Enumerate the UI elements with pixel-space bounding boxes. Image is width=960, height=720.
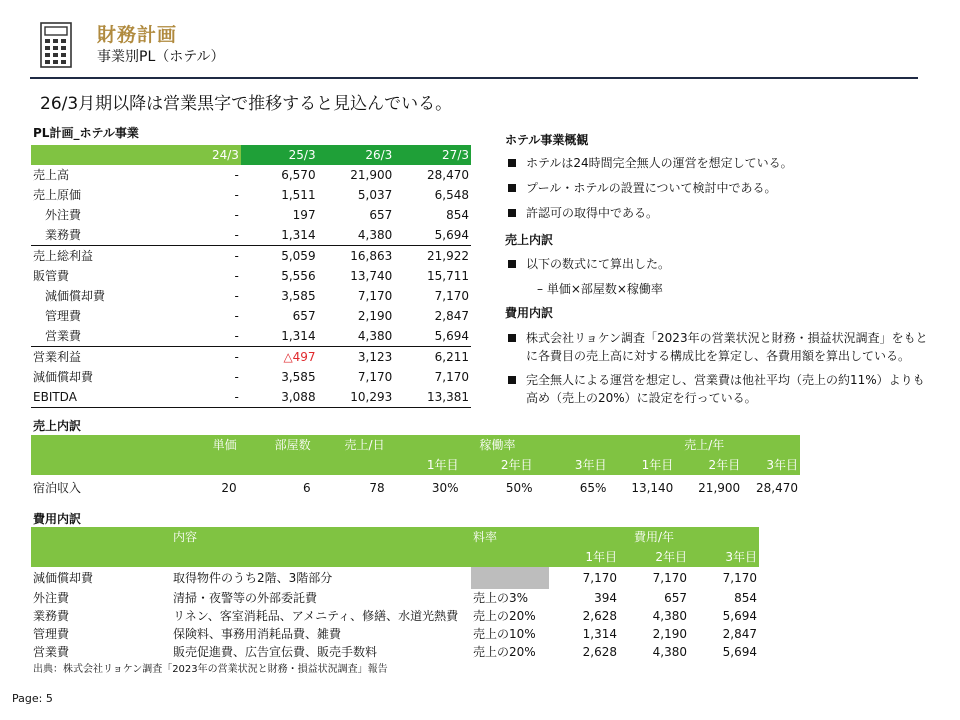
cell: 50%	[505, 481, 533, 495]
cell: 清掃・夜警等の外部委託費	[173, 591, 318, 605]
cell: -	[164, 387, 241, 408]
cell: -	[234, 228, 239, 242]
cell: 営業費	[33, 645, 70, 659]
pl-header-row	[31, 145, 471, 165]
cell	[471, 567, 549, 589]
bullet-square-icon	[508, 184, 516, 192]
cell: 売上の20%	[473, 645, 536, 659]
cell: 6,570	[281, 168, 316, 182]
row-label: 管理費	[45, 309, 82, 323]
cell: 売上の20%	[473, 609, 536, 623]
cell: 3,123	[318, 347, 395, 368]
cell: 5,037	[357, 188, 393, 202]
cell: 13,140	[631, 481, 674, 495]
cell: 1,511	[281, 188, 316, 202]
sales-formula: – 単価×部屋数×稼働率	[537, 282, 663, 296]
cell: 保険料、事務用消耗品費、雑費	[173, 627, 342, 641]
sales-col-header: 稼働率	[387, 435, 609, 455]
cell: -	[164, 246, 241, 267]
table-row	[31, 567, 759, 589]
bullet-square-icon	[508, 260, 516, 268]
table-row	[31, 286, 471, 306]
year-label: 1年目	[608, 455, 675, 475]
cell: 2,847	[722, 627, 757, 641]
year-label: 3年目	[535, 455, 609, 475]
cell: 3,585	[281, 289, 316, 303]
table-row	[31, 625, 759, 643]
sales-bullet: 以下の数式にて算出した。	[505, 255, 670, 273]
cell: 16,863	[318, 246, 395, 267]
sales-section-title: 売上内訳	[33, 419, 82, 433]
cell: 65%	[579, 481, 607, 495]
cell: 21,900	[698, 481, 741, 495]
row-label: 売上高	[33, 168, 70, 182]
cell: 394	[594, 591, 617, 605]
sales-header-row	[31, 435, 800, 455]
overview-bullet: ホテルは24時間完全無人の運営を想定している。	[505, 154, 793, 172]
row-label: EBITDA	[31, 387, 164, 408]
page-subtitle: 事業別PL（ホテル）	[97, 49, 225, 65]
cell: 7,170	[434, 370, 469, 384]
cell: 6,211	[394, 347, 471, 368]
cell: 28,470	[756, 481, 798, 495]
cell: △497	[241, 347, 318, 368]
cell: 20	[221, 481, 237, 495]
table-row	[31, 387, 471, 408]
year-label: 1年目	[549, 547, 619, 567]
bullet-square-icon	[508, 334, 516, 342]
cell: 10,293	[318, 387, 395, 408]
cell: 6	[303, 481, 311, 495]
headline: 26/3月期以降は営業黒字で推移すると見込んでいる。	[40, 94, 453, 114]
sales-col-header: 売上/日	[313, 435, 387, 455]
cell: 854	[734, 591, 757, 605]
row-label: 宿泊収入	[33, 481, 82, 495]
table-row	[31, 475, 800, 501]
cell: 外注費	[33, 591, 70, 605]
cell: 7,170	[722, 571, 757, 585]
cell: 5,694	[722, 609, 757, 623]
row-label: 減価償却費	[45, 289, 106, 303]
cell: 78	[369, 481, 385, 495]
cell: 197	[292, 208, 316, 222]
bullet-square-icon	[508, 376, 516, 384]
cell: 7,170	[652, 571, 687, 585]
cell: 5,694	[434, 329, 469, 343]
cost-section-title: 費用内訳	[33, 512, 82, 526]
table-row	[31, 246, 471, 267]
sales-year-row	[31, 455, 800, 475]
table-row	[31, 185, 471, 205]
sales-col-header: 単価	[165, 435, 239, 455]
cell: -	[164, 347, 241, 368]
pl-col-header: 27/3	[394, 145, 471, 165]
pl-col-header: 26/3	[318, 145, 395, 165]
cost-table	[31, 527, 759, 661]
cell: 7,170	[582, 571, 617, 585]
cell: 管理費	[33, 627, 70, 641]
table-row	[31, 347, 471, 368]
cell: 2,628	[582, 645, 617, 659]
cell: 657	[369, 208, 393, 222]
cell: 657	[664, 591, 687, 605]
overview-bullet: プール・ホテルの設置について検討中である。	[505, 179, 777, 197]
cell: 売上の10%	[473, 627, 536, 641]
cell: -	[234, 188, 239, 202]
row-label: 売上総利益	[31, 246, 164, 267]
header-divider	[30, 77, 918, 79]
sales-col-header: 売上/年	[608, 435, 800, 455]
sales-table	[31, 435, 800, 501]
table-row	[31, 367, 471, 387]
pl-table	[31, 145, 471, 408]
cell: -	[234, 168, 239, 182]
cell: 5,059	[241, 246, 318, 267]
cell: 4,380	[652, 609, 687, 623]
cell: 販売促進費、広告宣伝費、販売手数料	[173, 645, 378, 659]
cell: 4,380	[652, 645, 687, 659]
cell: 2,190	[357, 309, 393, 323]
pl-col-header: 24/3	[164, 145, 241, 165]
sales-breakdown-title: 売上内訳	[505, 233, 554, 247]
cell: 1,314	[582, 627, 617, 641]
cell: 2,190	[652, 627, 687, 641]
page-number: Page: 5	[12, 692, 53, 705]
cell: 15,711	[427, 269, 469, 283]
row-label: 売上原価	[33, 188, 82, 202]
cell: 21,900	[350, 168, 393, 182]
cell: 7,170	[357, 370, 393, 384]
cell: 7,170	[357, 289, 393, 303]
page-title: 財務計画	[97, 24, 178, 46]
row-label: 営業利益	[31, 347, 164, 368]
table-row	[31, 205, 471, 225]
table-row	[31, 607, 759, 625]
cell: -	[234, 289, 239, 303]
table-row	[31, 306, 471, 326]
sales-col-header: 部屋数	[239, 435, 313, 455]
row-label: 販管費	[33, 269, 70, 283]
cell: 5,694	[722, 645, 757, 659]
cost-col-header: 料率	[471, 527, 549, 547]
year-label: 2年目	[461, 455, 535, 475]
cell: 2,847	[434, 309, 469, 323]
row-label: 業務費	[45, 228, 82, 242]
table-row	[31, 165, 471, 185]
cost-bullet: 株式会社リョケン調査「2023年の営業状況と財務・損益状況調査」をもとに各費目の売上高に対する構成比を算定し、各費用額を算出している。	[505, 329, 930, 365]
cell: 28,470	[427, 168, 469, 182]
cell: 854	[446, 208, 469, 222]
year-label: 2年目	[675, 455, 742, 475]
cell: -	[234, 269, 239, 283]
cell: 3,585	[281, 370, 316, 384]
source-note: 出典：株式会社リョケン調査「2023年の営業状況と財務・損益状況調査」報告	[33, 664, 388, 675]
pl-section-title: PL計画_ホテル事業	[33, 126, 139, 140]
cell: 13,740	[350, 269, 393, 283]
cost-breakdown-title: 費用内訳	[505, 306, 554, 320]
cell: -	[234, 329, 239, 343]
cost-header-row	[31, 527, 759, 547]
overview-title: ホテル事業概観	[505, 133, 589, 147]
cost-bullet: 完全無人による運営を想定し、営業費は他社平均（売上の約11%）よりも高め（売上の20%）に設定を行っている。	[505, 371, 930, 407]
cell: 30%	[431, 481, 459, 495]
row-label: 減価償却費	[33, 370, 94, 384]
year-label: 1年目	[387, 455, 461, 475]
table-row	[31, 225, 471, 246]
overview-bullet: 許認可の取得中である。	[505, 204, 658, 222]
bullet-square-icon	[508, 209, 516, 217]
cell: -	[234, 208, 239, 222]
cell: 1,314	[281, 228, 316, 242]
cell: -	[234, 370, 239, 384]
cell: 2,628	[582, 609, 617, 623]
row-label: 営業費	[45, 329, 82, 343]
cell: 売上の3%	[473, 591, 529, 605]
cell: 3,088	[241, 387, 318, 408]
pl-col-header: 25/3	[241, 145, 318, 165]
cell: 5,556	[281, 269, 316, 283]
table-row	[31, 643, 759, 661]
cell: 5,694	[434, 228, 469, 242]
cell: 取得物件のうち2階、3階部分	[173, 571, 333, 585]
cell: 4,380	[357, 329, 393, 343]
table-row	[31, 326, 471, 347]
calculator-icon	[40, 22, 72, 68]
cost-col-header: 内容	[171, 527, 471, 547]
year-label: 3年目	[742, 455, 800, 475]
cell: 業務費	[33, 609, 70, 623]
cell: 6,548	[434, 188, 469, 202]
cell: 21,922	[394, 246, 471, 267]
cell: 4,380	[357, 228, 393, 242]
year-label: 3年目	[689, 547, 759, 567]
year-label: 2年目	[619, 547, 689, 567]
cell: 減価償却費	[33, 571, 94, 585]
cell: 657	[292, 309, 316, 323]
cell: 7,170	[434, 289, 469, 303]
cost-col-header: 費用/年	[549, 527, 759, 547]
table-row	[31, 589, 759, 607]
cell: 1,314	[281, 329, 316, 343]
cost-year-row	[31, 547, 759, 567]
cell: -	[234, 309, 239, 323]
bullet-square-icon	[508, 159, 516, 167]
cell: 13,381	[394, 387, 471, 408]
cell: リネン、客室消耗品、アメニティ、修繕、水道光熱費	[173, 609, 459, 623]
row-label: 外注費	[45, 208, 82, 222]
table-row	[31, 266, 471, 286]
